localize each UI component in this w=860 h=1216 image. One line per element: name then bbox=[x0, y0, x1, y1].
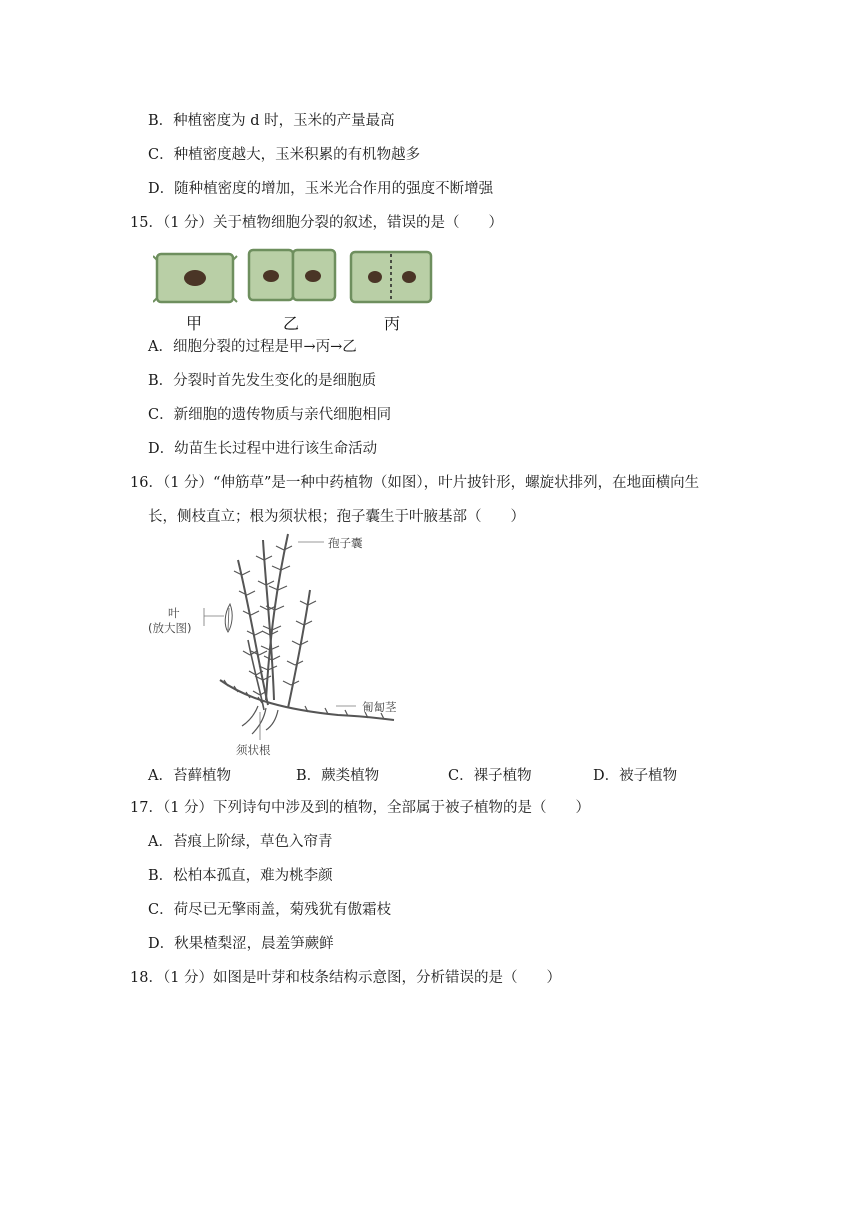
q16-options bbox=[148, 764, 708, 784]
q15-option-a[interactable]: A．细胞分裂的过程是甲→丙→乙 bbox=[148, 339, 357, 355]
q17-option-a[interactable]: A．苔痕上阶绿，草色入帘青 bbox=[148, 834, 333, 850]
cell-jia bbox=[153, 254, 237, 302]
label-jia: 甲 bbox=[186, 314, 203, 333]
q16-option-a[interactable]: A．苔藓植物 bbox=[148, 768, 231, 784]
q17-option-b[interactable]: B．松柏本孤直，难为桃李颜 bbox=[148, 868, 333, 884]
q15-option-d[interactable]: D．幼苗生长过程中进行该生命活动 bbox=[148, 441, 378, 457]
q16-option-c[interactable]: C．裸子植物 bbox=[448, 768, 532, 784]
label-creeping-stem: 匍匐茎 bbox=[362, 700, 397, 714]
q14-option-d[interactable]: D．随种植密度的增加，玉米光合作用的强度不断增强 bbox=[148, 181, 494, 197]
q18-stem: 18．（1 分）如图是叶芽和枝条结构示意图，分析错误的是（ ） bbox=[130, 970, 562, 986]
q14-option-b[interactable]: B．种植密度为 d 时，玉米的产量最高 bbox=[148, 113, 395, 129]
q16-stem-line1: 16．（1 分）“伸筋草”是一种中药植物（如图），叶片披针形，螺旋状排列，在地面横向生 bbox=[130, 475, 700, 491]
q16-stem-line2: 长，侧枝直立；根为须状根；孢子囊生于叶腋基部（ ） bbox=[148, 509, 525, 525]
label-fibrous-root: 须状根 bbox=[236, 743, 271, 757]
q17-option-d[interactable]: D．秋果楂梨涩，晨羞笋蕨鲜 bbox=[148, 936, 334, 952]
label-sporangium: 孢子囊 bbox=[328, 536, 363, 550]
q17-option-c[interactable]: C．荷尽已无擎雨盖，菊残犹有傲霜枝 bbox=[148, 902, 392, 918]
label-bing: 丙 bbox=[384, 314, 401, 333]
q14-option-c[interactable]: C．种植密度越大，玉米积累的有机物越多 bbox=[148, 147, 421, 163]
clubmoss-illustration bbox=[138, 530, 428, 760]
q15-stem: 15．（1 分）关于植物细胞分裂的叙述，错误的是（ ） bbox=[130, 215, 504, 231]
q16-option-b[interactable]: B．蕨类植物 bbox=[296, 768, 380, 784]
q15-option-c[interactable]: C．新细胞的遗传物质与亲代细胞相同 bbox=[148, 407, 392, 423]
cell-yi bbox=[249, 250, 335, 300]
q17-stem: 17．（1 分）下列诗句中涉及到的植物，全部属于被子植物的是（ ） bbox=[130, 800, 591, 816]
label-leaf: 叶 bbox=[168, 606, 180, 620]
label-leaf-enlarged: (放大图) bbox=[148, 621, 192, 635]
q15-option-b[interactable]: B．分裂时首先发生变化的是细胞质 bbox=[148, 373, 377, 389]
label-yi: 乙 bbox=[283, 314, 300, 333]
q16-option-d[interactable]: D．被子植物 bbox=[593, 768, 678, 784]
cell-bing bbox=[351, 252, 431, 302]
